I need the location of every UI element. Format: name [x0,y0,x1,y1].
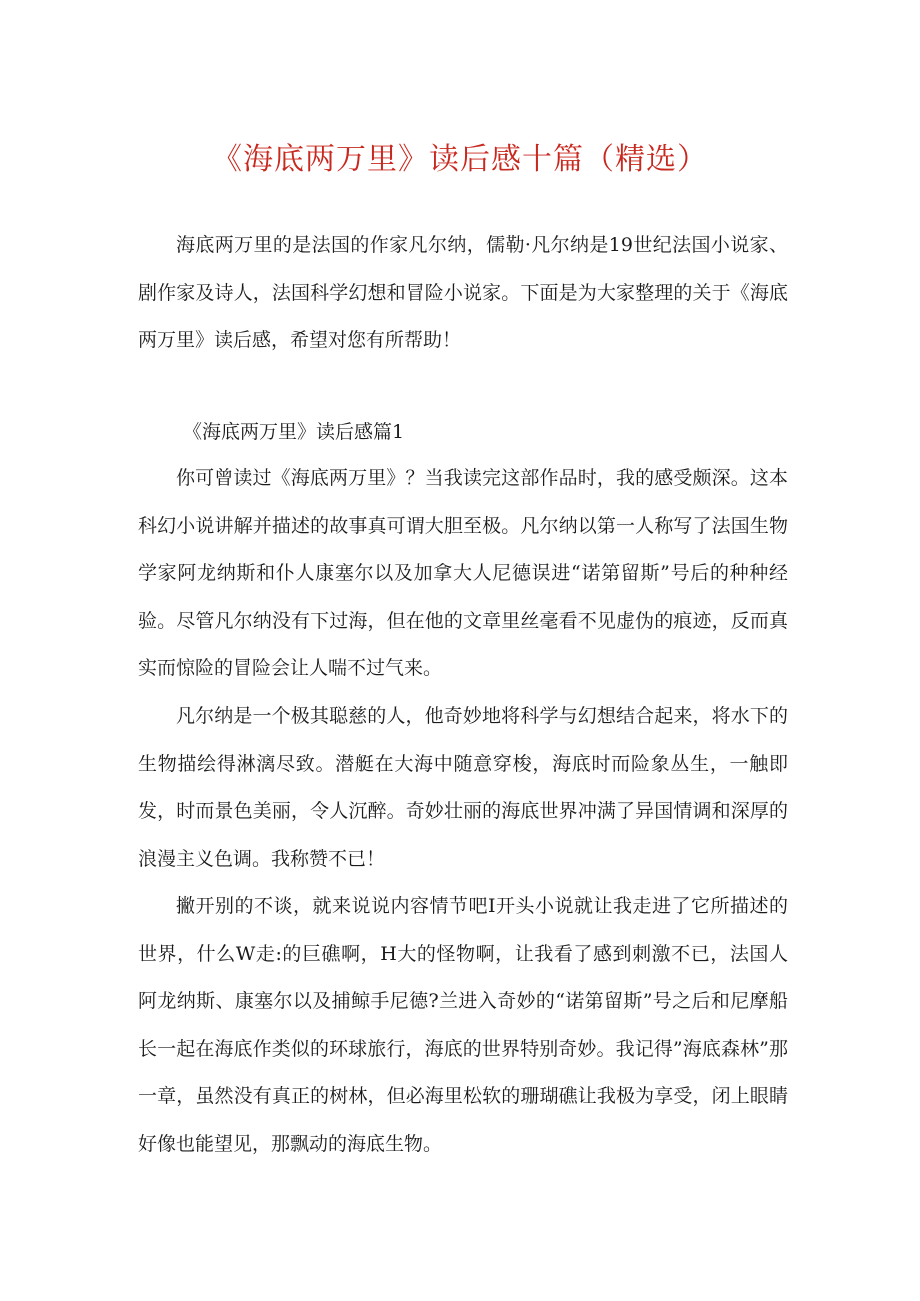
intro-paragraph: 海底两万里的是法国的作家凡尔纳，儒勒·凡尔纳是19世纪法国小说家、剧作家及诗人，法国科学幻想和冒险小说家。下面是为大家整理的关于《海底两万里》读后感，希望对您有所帮助！ [138,234,788,351]
body-paragraph-1: 你可曾读过《海底两万里》？当我读完这部作品时，我的感受颇深。这本科幻小说讲解并描述的故事真可谓大胆至极。凡尔纳以第一人称写了法国生物学家阿龙纳斯和仆人康塞尔以及加拿大人尼德误进“诺第留斯”号后的种种经验。尽管凡尔纳没有下过海，但在他的文章里丝毫看不见虚伪的痕迹，反而真实而惊险的冒险会让人喘不过气来。 [138,467,788,679]
document-title: 《海底两万里》读后感十篇（精选） [212,142,708,177]
body-paragraph-2: 凡尔纳是一个极其聪慈的人，他奇妙地将科学与幻想结合起来，将水下的生物描绘得淋漓尽致。潜艇在大海中随意穿梭，海底时而险象丛生，一触即发，时而景色美丽，令人沉醉。奇妙壮丽的海底世界冲满了异国情调和深厚的浪漫主义色调。我称赞不已！ [138,705,788,870]
body-paragraph-3: 撇开别的不谈，就来说说内容情节吧I开头小说就让我走进了它所描述的世界，什么W走:的巨礁啊，H大的怪物啊，让我看了感到刺激不已，法国人阿龙纳斯、康塞尔以及捕鲸手尼德?兰进入奇妙的“诺第留斯”号之后和尼摩船长一起在海底作类似的环球旅行，海底的世界特别奇妙。我记得”海底森林”那一章，虽然没有真正的树林，但必海里松软的珊瑚礁让我极为享受，闭上眼睛好像也能望见，那飘动的海底生物。 [138,895,788,1155]
section-heading: 《海底两万里》读后感篇1 [183,421,405,443]
